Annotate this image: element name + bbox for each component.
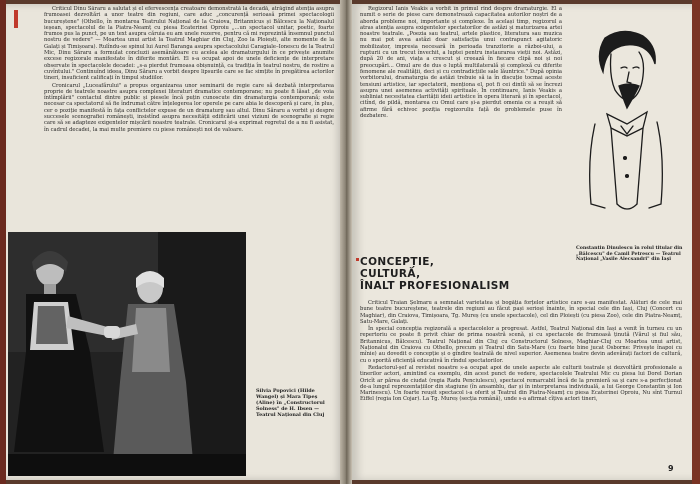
- right-bottom-article-text: [360, 300, 682, 460]
- page-number: 9: [668, 464, 674, 473]
- left-paragraph-1: Criticul Dinu Săraru a salutat și el efervescența creatoare demonstrată la decadă, atrăgînd atenția asupra frumoasei dezvoltări a unor teatre din regiuni, care aduc „concurență serioasă primei spectacologii bucureștene" (Othello, în montarea Teatrului Național de la Craiova, Britannicus și Bălcescu la Naționalul ieșean, spectacolul de la Piatra-Neamț cu piesa Ecaterinei Oproiu „...un spectacol unitar, poetic, foarte frumos pus la punct, pe un text asupra căruia eu am unele rezerve, pentru că mi reprezintă însemnul punctul nostru de vedere" — Moartea unui artist la Teatrul Maghiar din Cluj, Zoo la Ploiești, alte momente de la Galați și Timișoara). Rulîndu-se spinul lui Aurel Baranga asupra spectacolului Caragiale–Ionescu de la Teatrul Mic, Dinu Săraru a formulat concluzii asemănătoare cu acelea ale dramaturgului în ce privește anumite excese regizorale manifestate în diferite montări. El s-a ocupat apoi de unele deficiențe de interpretare observate în spectacolele decadei: „s-a pierdut frumoasa obișnuință, ca tradiția în teatrul nostru, de rostire a cuvîntului." Continuînd ideea, Dinu Săraru a vorbit despre lipsurile care se fac simțite în pregătirea actorilor tineri, insuficient calificați în timpul studiilor.: [44, 6, 334, 82]
- red-margin-bar: [14, 10, 18, 28]
- right-cover-edge: [692, 0, 700, 484]
- sketch-caption: Constantin Dinulescu în rolul titular din „Bălcescu" de Camil Petrescu — Teatrul Național „Vasile Alecsandri" din Iași: [576, 246, 683, 263]
- section-headline: [360, 256, 550, 292]
- photo-caption: Silvia Popovici (Hilde Wangel) și Mara Tipeș (Aline) în „Constructorul Solness" de H. Ibsen — Teatrul Național din Cluj: [256, 388, 325, 419]
- headline-marker: [356, 258, 359, 261]
- left-paragraph-2: Cronicarul „Luceafărului" a propus organizarea unor seminarii de regie care să dezbată interpretarea proprie de teatrele noastre asupra complexei literaturi dramatice contemporane; nu poate fi lăsat „de voia întîmplării" contactul dintre public și piesele încă puțin cunoscute din dramaturgia contemporană; este necesar ca spectatorul să fie îndrumat către înțelegerea lor operele pe care abia le descoperă și care, în plus, cer o poziție manifestă în fața conflictelor expuse de un dramaturg sau altul. Dinu Săraru a vorbit și despre succesele scenografiei românești, insistînd asupra necesității edificării unei viziuni de scenografie și regie care să se adapteze exigentelor mișcării noastre teatrale. Cronicarul și-a exprimat regretul de a nu fi asistat, în cadrul decadei, la mai multe premiere cu piese românești noi de valoare.: [44, 82, 334, 133]
- right-article-text: [360, 6, 562, 280]
- headline-line-3: ÎNALT PROFESIONALISM: [360, 280, 510, 292]
- stage-photo: [8, 232, 246, 476]
- headline-line-2: CULTURĂ,: [360, 268, 421, 280]
- book-gutter: [340, 0, 352, 484]
- headline-line-1: CONCEPȚIE,: [360, 256, 435, 268]
- left-article-text: [44, 6, 334, 196]
- right-paragraph-1: Regizorul Ianis Veakis a vorbit în primul rînd despre dramaturgie. El a numit o serie de piese care demonstrează capacitatea autorilor noștri de a aborda probleme noi, importante și complexe. În același timp, regizorul a atras atenția asupra exigentelor spectatorilor de astăzi și maturizarea artei noastre teatrale. „Poezia sau teatrul, artele plastice, literatura sau muzica nu mai pot avea astăzi doar satisfacția unui contrapunct agitatoric mobilizator, impresia necesară în perioada tranzitorie a război-ului, a rupturii cu un trecut învechit, a luptei pentru instaurarea vieții noi. Astăzi, după 20 de ani, viața a crescut și creează în fiecare clipă noi și noi preocupări... Omul are de dus o luptă multilaterală și complexă cu diferite fenomene ale realității, deci și cu contradicțiile sale lăuntrice." După opinia vorbitorului, dramaturgia de astăzi trebuie să ia în discuție tocmai aceste tensiuni artistice, iar spectatorii, menționa el, pot fi cei dintîi să se încrezi asupra unei asemenea activități spirituale. În continuare, Ianis Veakis a subliniat necesitatea clarității ideii artistice în opera literară și în spectacol, citînd, de pildă, montarea cu Omul care și-a pierdut omenia ce a reușit să afirme fără echivoc poziția regizoruliu față de problemele puse în dezbatere.: [360, 6, 562, 120]
- right-bottom-paragraph-2: În special concepția regizorală a spectacolelor a progresat. Astfel, Teatrul Național din Iași a venit în turneu cu un repertoriu ce poate fi privit chiar de prima noastră scenă, și cu spectacole de frumoasă ținută (Vărul și fiul său, Britannicus, Bălcescu). Teatrul Național din Cluj cu Constructorul Solness, Maghiar-Cluj cu Moartea unui artist, Naționalul din Craiova cu Othello, precum și Teatrul din Satu-Mare (cu foarte bine jucat Osborne: Privește înapoi cu mînie) au dovedit o concepție și o gîndire teatrală de nivel superior. Asemenea teatre devin adevărați factori de cultură, cu o sporită eficiență educativă în rîndul spectatorilor.: [360, 326, 682, 364]
- right-bottom-paragraph-1: Criticul Traian Șelmaru a semnalat varietatea și bogăția forțelor artistice care s-au manifestat. Alături de cele mai bune teatre bucureștene, teatrele din regiuni au făcut pași serioși înainte, în special cele din Iași, Cluj (Concert cu Maghiar), din Craiova, Timișoara, Tg. Mureș (cu unele spectacole), cel din Ploiești (cu piesa Zoo), cele din Piatra-Neamț, Satu-Mare, Galați.: [360, 300, 682, 325]
- right-bottom-paragraph-3: Redactorul-șef al revistei noastre s-a ocupat apoi de unele aspecte ale culturii teatrale și dezvoltării profesionale a tinerilor actori, amintind ca exemplu, din acest punct de vedere, spectacolele Teatrului Mic cu piesa lui Dorel Dorian Oricît ar părea de ciudat (regia Radu Penciulescu), spectacol remarcabil încă de la premieră sa și care s-a perfecționat de-a lungul reprezentațiilor din stagiune (în ansamblu, dar și în interpretarea individuală, a lui George Constantin și Ion Marinescu). Un foarte reușit spectacol i-a oferit și Teatrul din Piatra-Neamț cu piesa Ecaterinei Oproiu, Nu sînt Turnul Eiffel (regia Ion Cojar). La Tg. Mureș (secția română), unde s-a afirmat cîțiva actori tineri,: [360, 364, 682, 403]
